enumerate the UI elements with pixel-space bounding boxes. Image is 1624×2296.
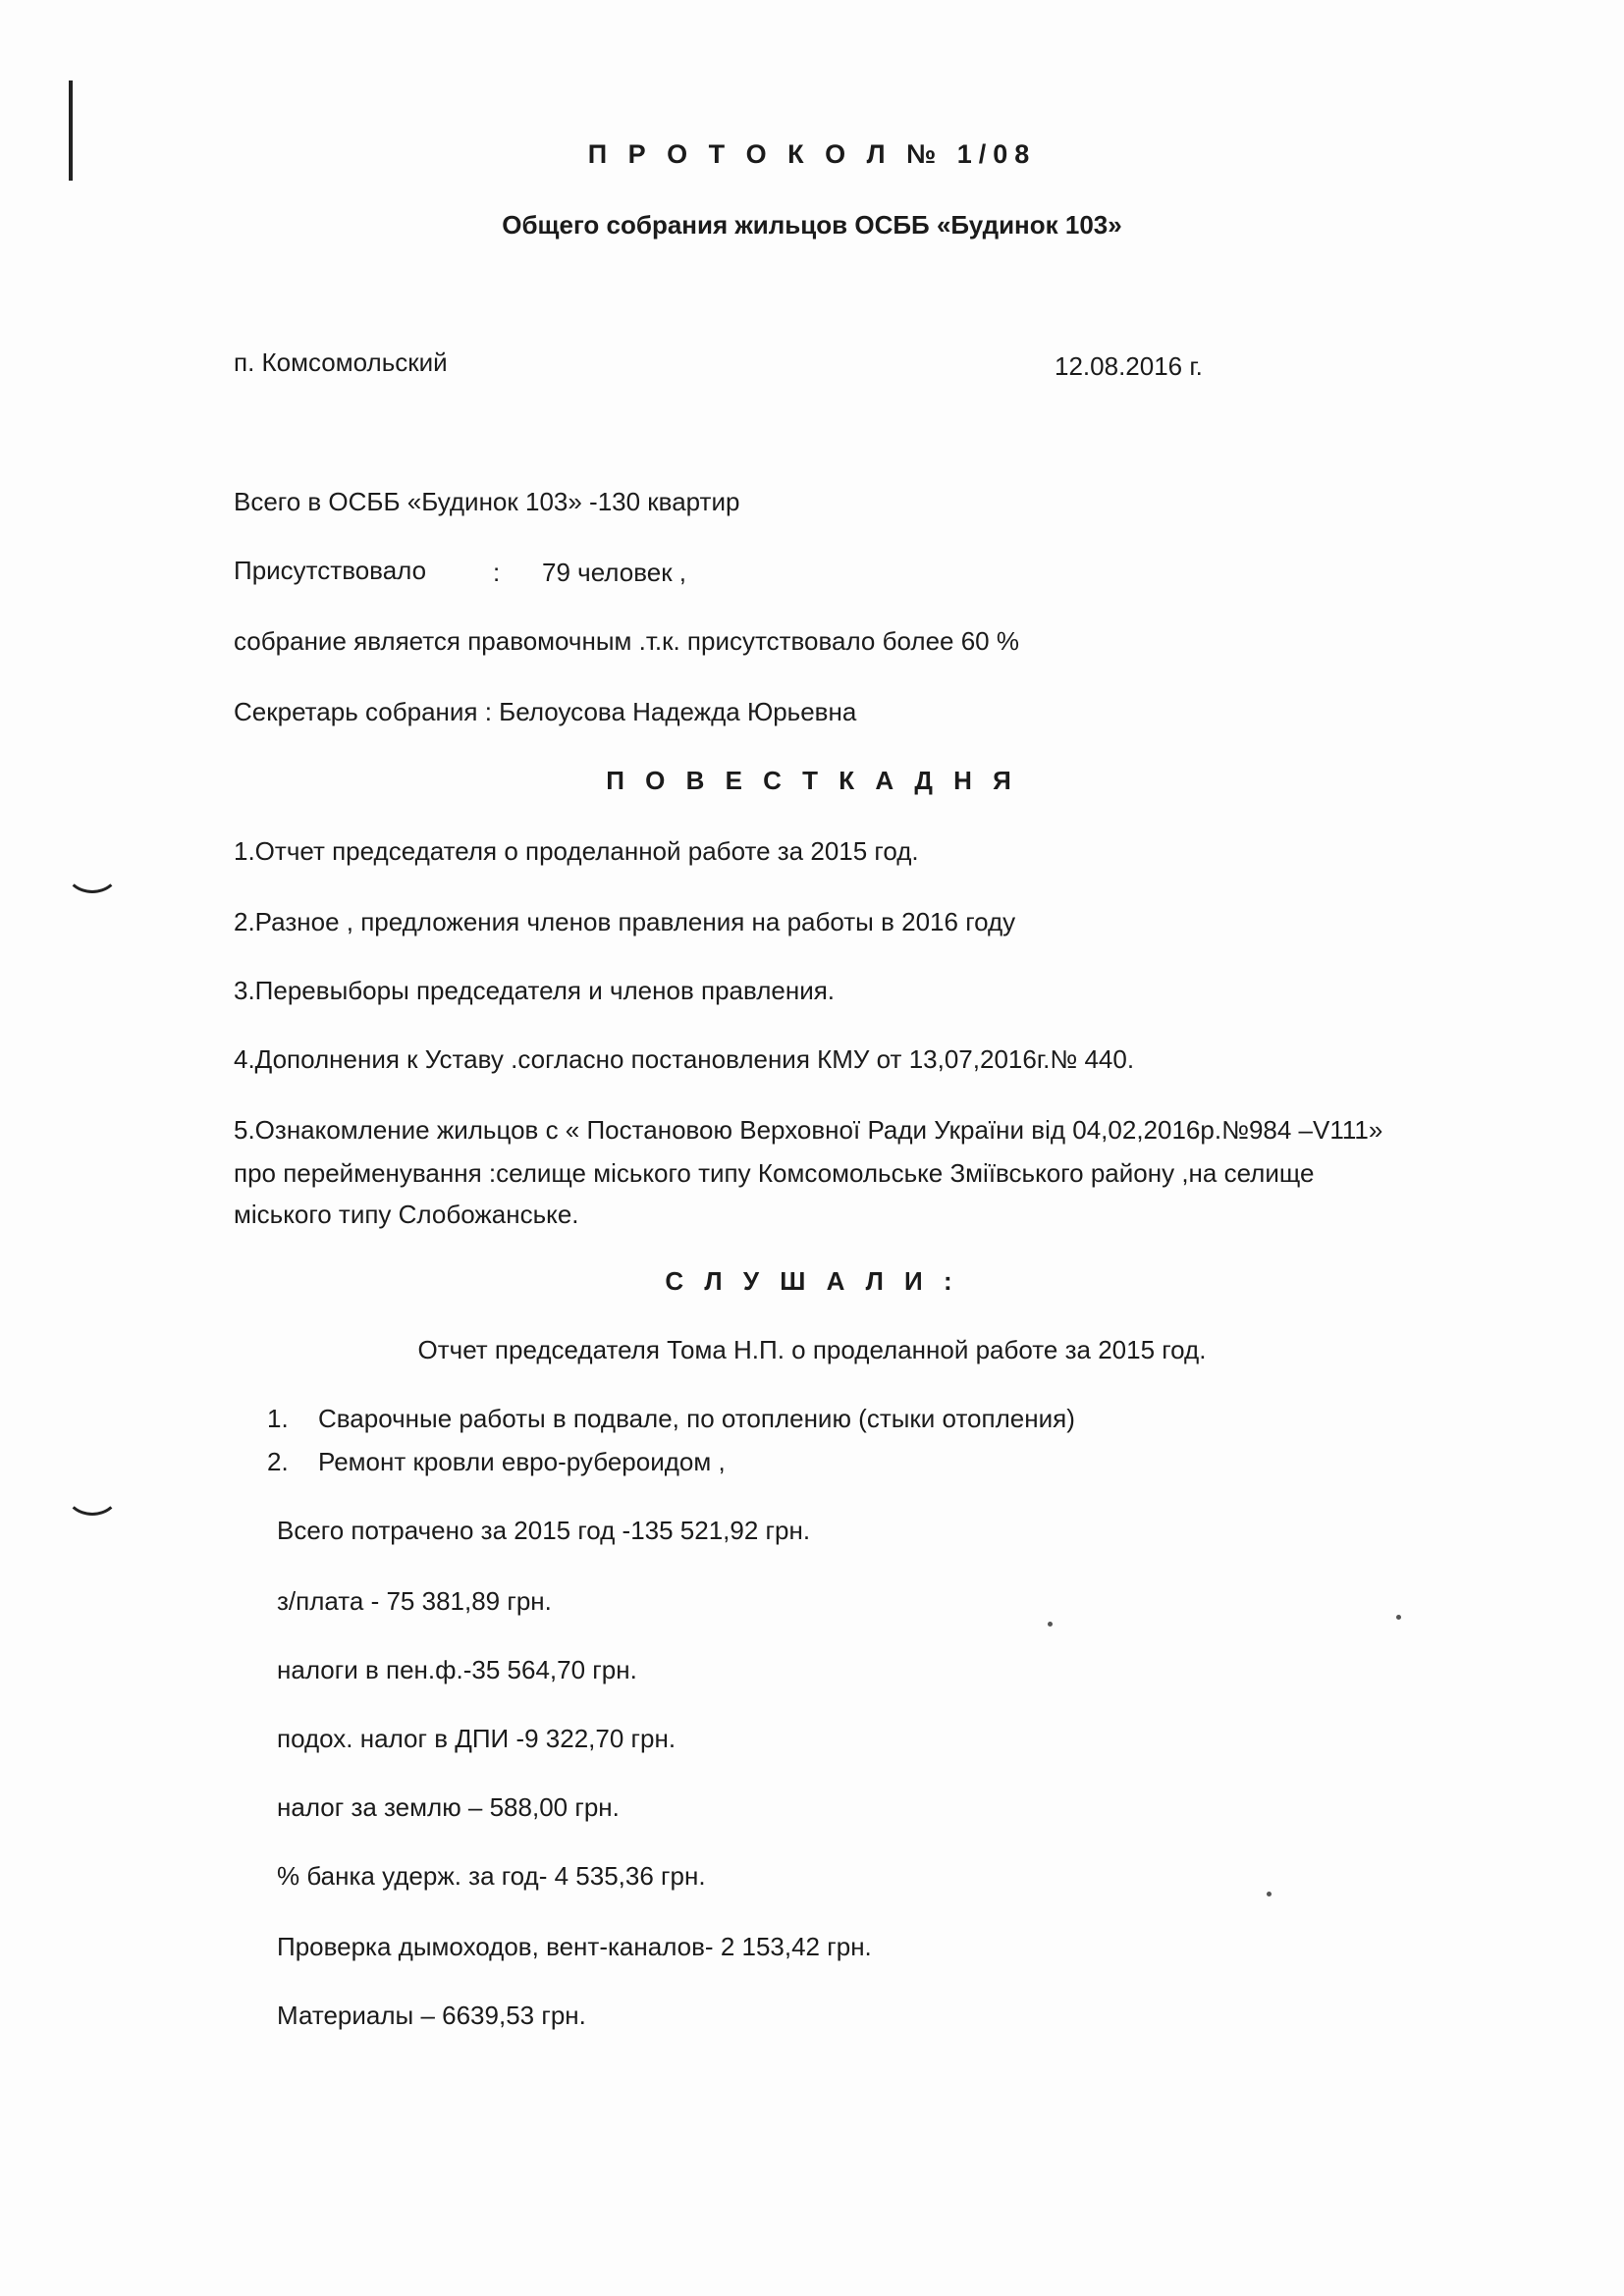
expense-line: Материалы – 6639,53 грн. — [277, 2001, 586, 2030]
secretary: Секретарь собрания : Белоусова Надежда Юрьевна — [234, 697, 857, 726]
attendance-colon: : — [493, 558, 501, 587]
agenda-item: 3.Перевыборы председателя и членов правления. — [234, 976, 836, 1005]
hole-punch-mark-1 — [65, 846, 120, 893]
agenda-heading: П О В Е С Т К А Д Н Я — [606, 766, 1018, 795]
agenda-item: 2.Разное , предложения членов правления на работы в 2016 году — [234, 907, 1016, 936]
expense-total: Всего потрачено за 2015 год -135 521,92 грн. — [277, 1516, 811, 1545]
agenda-item: 1.Отчет председателя о проделанной работе за 2015 год. — [234, 836, 919, 866]
apartments-total: Всего в ОСББ «Будинок 103» -130 квартир — [234, 487, 740, 516]
expense-line: налоги в пен.ф.-35 564,70 грн. — [277, 1655, 637, 1684]
expense-line: налог за землю – 588,00 грн. — [277, 1792, 620, 1822]
document-subtitle: Общего собрания жильцов ОСББ «Будинок 103» — [502, 210, 1122, 240]
agenda-item-continuation: про перейменування :селище міського типу Комсомольське Зміївського району ,на селище — [234, 1158, 1315, 1188]
agenda-item: 4.Дополнения к Уставу .согласно постановления КМУ от 13,07,2016г.№ 440. — [234, 1044, 1135, 1074]
expense-line: % банка удерж. за год- 4 535,36 грн. — [277, 1861, 706, 1891]
date: 12.08.2016 г. — [1055, 351, 1203, 381]
attendance-label: Присутствовало — [234, 556, 427, 585]
expense-line: з/плата - 75 381,89 грн. — [277, 1586, 552, 1616]
scan-speck — [1048, 1622, 1053, 1627]
quorum-statement: собрание является правомочным .т.к. присутствовало более 60 % — [234, 626, 1019, 656]
work-item-text: Ремонт кровли евро-рубероидом , — [318, 1447, 726, 1476]
heard-intro: Отчет председателя Тома Н.П. о проделанной работе за 2015 год. — [417, 1335, 1207, 1364]
scan-speck — [1267, 1892, 1272, 1896]
expense-line: Проверка дымоходов, вент-каналов- 2 153,42 грн. — [277, 1932, 872, 1961]
expense-line: подох. налог в ДПИ -9 322,70 грн. — [277, 1724, 677, 1753]
hole-punch-mark-2 — [65, 1468, 120, 1516]
scan-speck — [1396, 1615, 1401, 1620]
document-title: П Р О Т О К О Л № 1/08 — [587, 139, 1037, 169]
agenda-item: 5.Ознакомление жильцов с « Постановою Верховної Ради України від 04,02,2016р.№984 –V111» — [234, 1115, 1383, 1145]
work-item-number: 1. — [267, 1404, 289, 1433]
work-item-text: Сварочные работы в подвале, по отоплению (стыки отопления) — [318, 1404, 1075, 1433]
attendance-count: 79 человек , — [542, 558, 687, 587]
agenda-item-continuation: міського типу Слобожанське. — [234, 1200, 579, 1229]
work-item-number: 2. — [267, 1447, 289, 1476]
heard-heading: С Л У Ш А Л И : — [665, 1266, 959, 1296]
place: п. Комсомольский — [234, 347, 448, 377]
